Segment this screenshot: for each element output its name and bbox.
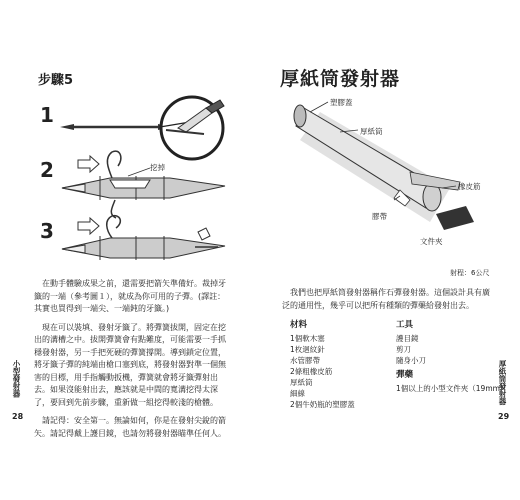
plug-label: 塑膠蓋 [330, 98, 353, 107]
materials-item: 厚紙筒 [290, 378, 313, 387]
launcher-step3-illustration [0, 0, 260, 280]
tools-list [396, 318, 426, 366]
right-page [260, 0, 520, 500]
ammo-item: 1個以上的小型文件夾（19mm） [396, 384, 508, 393]
ammo-heading: 彈藥 [396, 370, 414, 380]
intro-text: 我們也把厚紙筒發射器稱作石彈發射器。這個設計具有廣泛的通用性，幾乎可以把所有種類的彈藥給發射出去。 [282, 288, 490, 310]
left-side-label: 小型發射器 [12, 360, 21, 398]
left-paragraph-3: 請記得：安全第一。無論如何，你是在發射尖銳的箭矢。請記得戴上護目鏡，也請勿將發射器瞄準任何人。 [34, 416, 226, 438]
materials-list [290, 318, 355, 410]
materials-item: 2條粗橡皮筋 [290, 367, 333, 376]
step-number-2: 2 [40, 158, 54, 182]
tube-launcher-illustration [260, 0, 520, 260]
materials-item: 細線 [290, 389, 305, 398]
range-label: 射程：6公尺 [450, 269, 490, 277]
tools-item: 剪刀 [396, 345, 411, 354]
left-body-text [34, 278, 230, 440]
tape-label: 膠帶 [372, 212, 387, 221]
right-page-number: 29 [498, 412, 510, 421]
step-title: 步驟5 [38, 73, 74, 88]
materials-item: 水管膠帶 [290, 356, 320, 365]
left-paragraph-2: 現在可以裝填、發射牙籤了。將彈簧拔開，固定在挖出的溝槽之中。拔開彈簧會有點難度，可能需要一手抓穩發射器，另一手把死硬的彈簧撐開。導到鎖定位置，將牙籤子彈的純端由槍口塞到底，將發射器對準一個無害的目標，用手指觸動扳機，彈簧就會將牙籤彈射出去。如果沒能射出去，應該就是中間的寬溝挖得太深了，要回到先前步驟，重新做一組挖得較淺的槍體。 [34, 322, 226, 407]
left-paragraph-1: 在動手體驗成果之前，還需要把箭矢準備好。裁掉牙籤的一端（參考圖１），就成為你可用的子彈。(譯註：其實也買得到一端尖、一端鈍的牙籤。) [34, 279, 226, 313]
step-number-1: 1 [40, 103, 54, 127]
materials-item: 1個軟木塞 [290, 334, 325, 343]
step-number-3: 3 [40, 219, 54, 243]
dig-out-callout: 挖掉 [150, 163, 165, 172]
left-page-number: 28 [12, 412, 24, 421]
page-title: 厚紙筒發射器 [280, 68, 401, 90]
clip-label: 文件夾 [420, 237, 443, 246]
tools-heading: 工具 [396, 320, 414, 330]
tools-item: 護目鏡 [396, 334, 419, 343]
tube-label: 厚紙筒 [360, 127, 383, 136]
materials-heading: 材料 [290, 320, 308, 330]
tools-item: 隨身小刀 [396, 356, 426, 365]
right-side-label: 厚紙筒發射器 [498, 360, 507, 405]
materials-item: 1枚迴紋針 [290, 345, 325, 354]
ammo-list [396, 368, 507, 394]
materials-item: 2個牛奶瓶的塑膠蓋 [290, 400, 355, 409]
rubber-band-label: 橡皮筋 [458, 182, 481, 191]
